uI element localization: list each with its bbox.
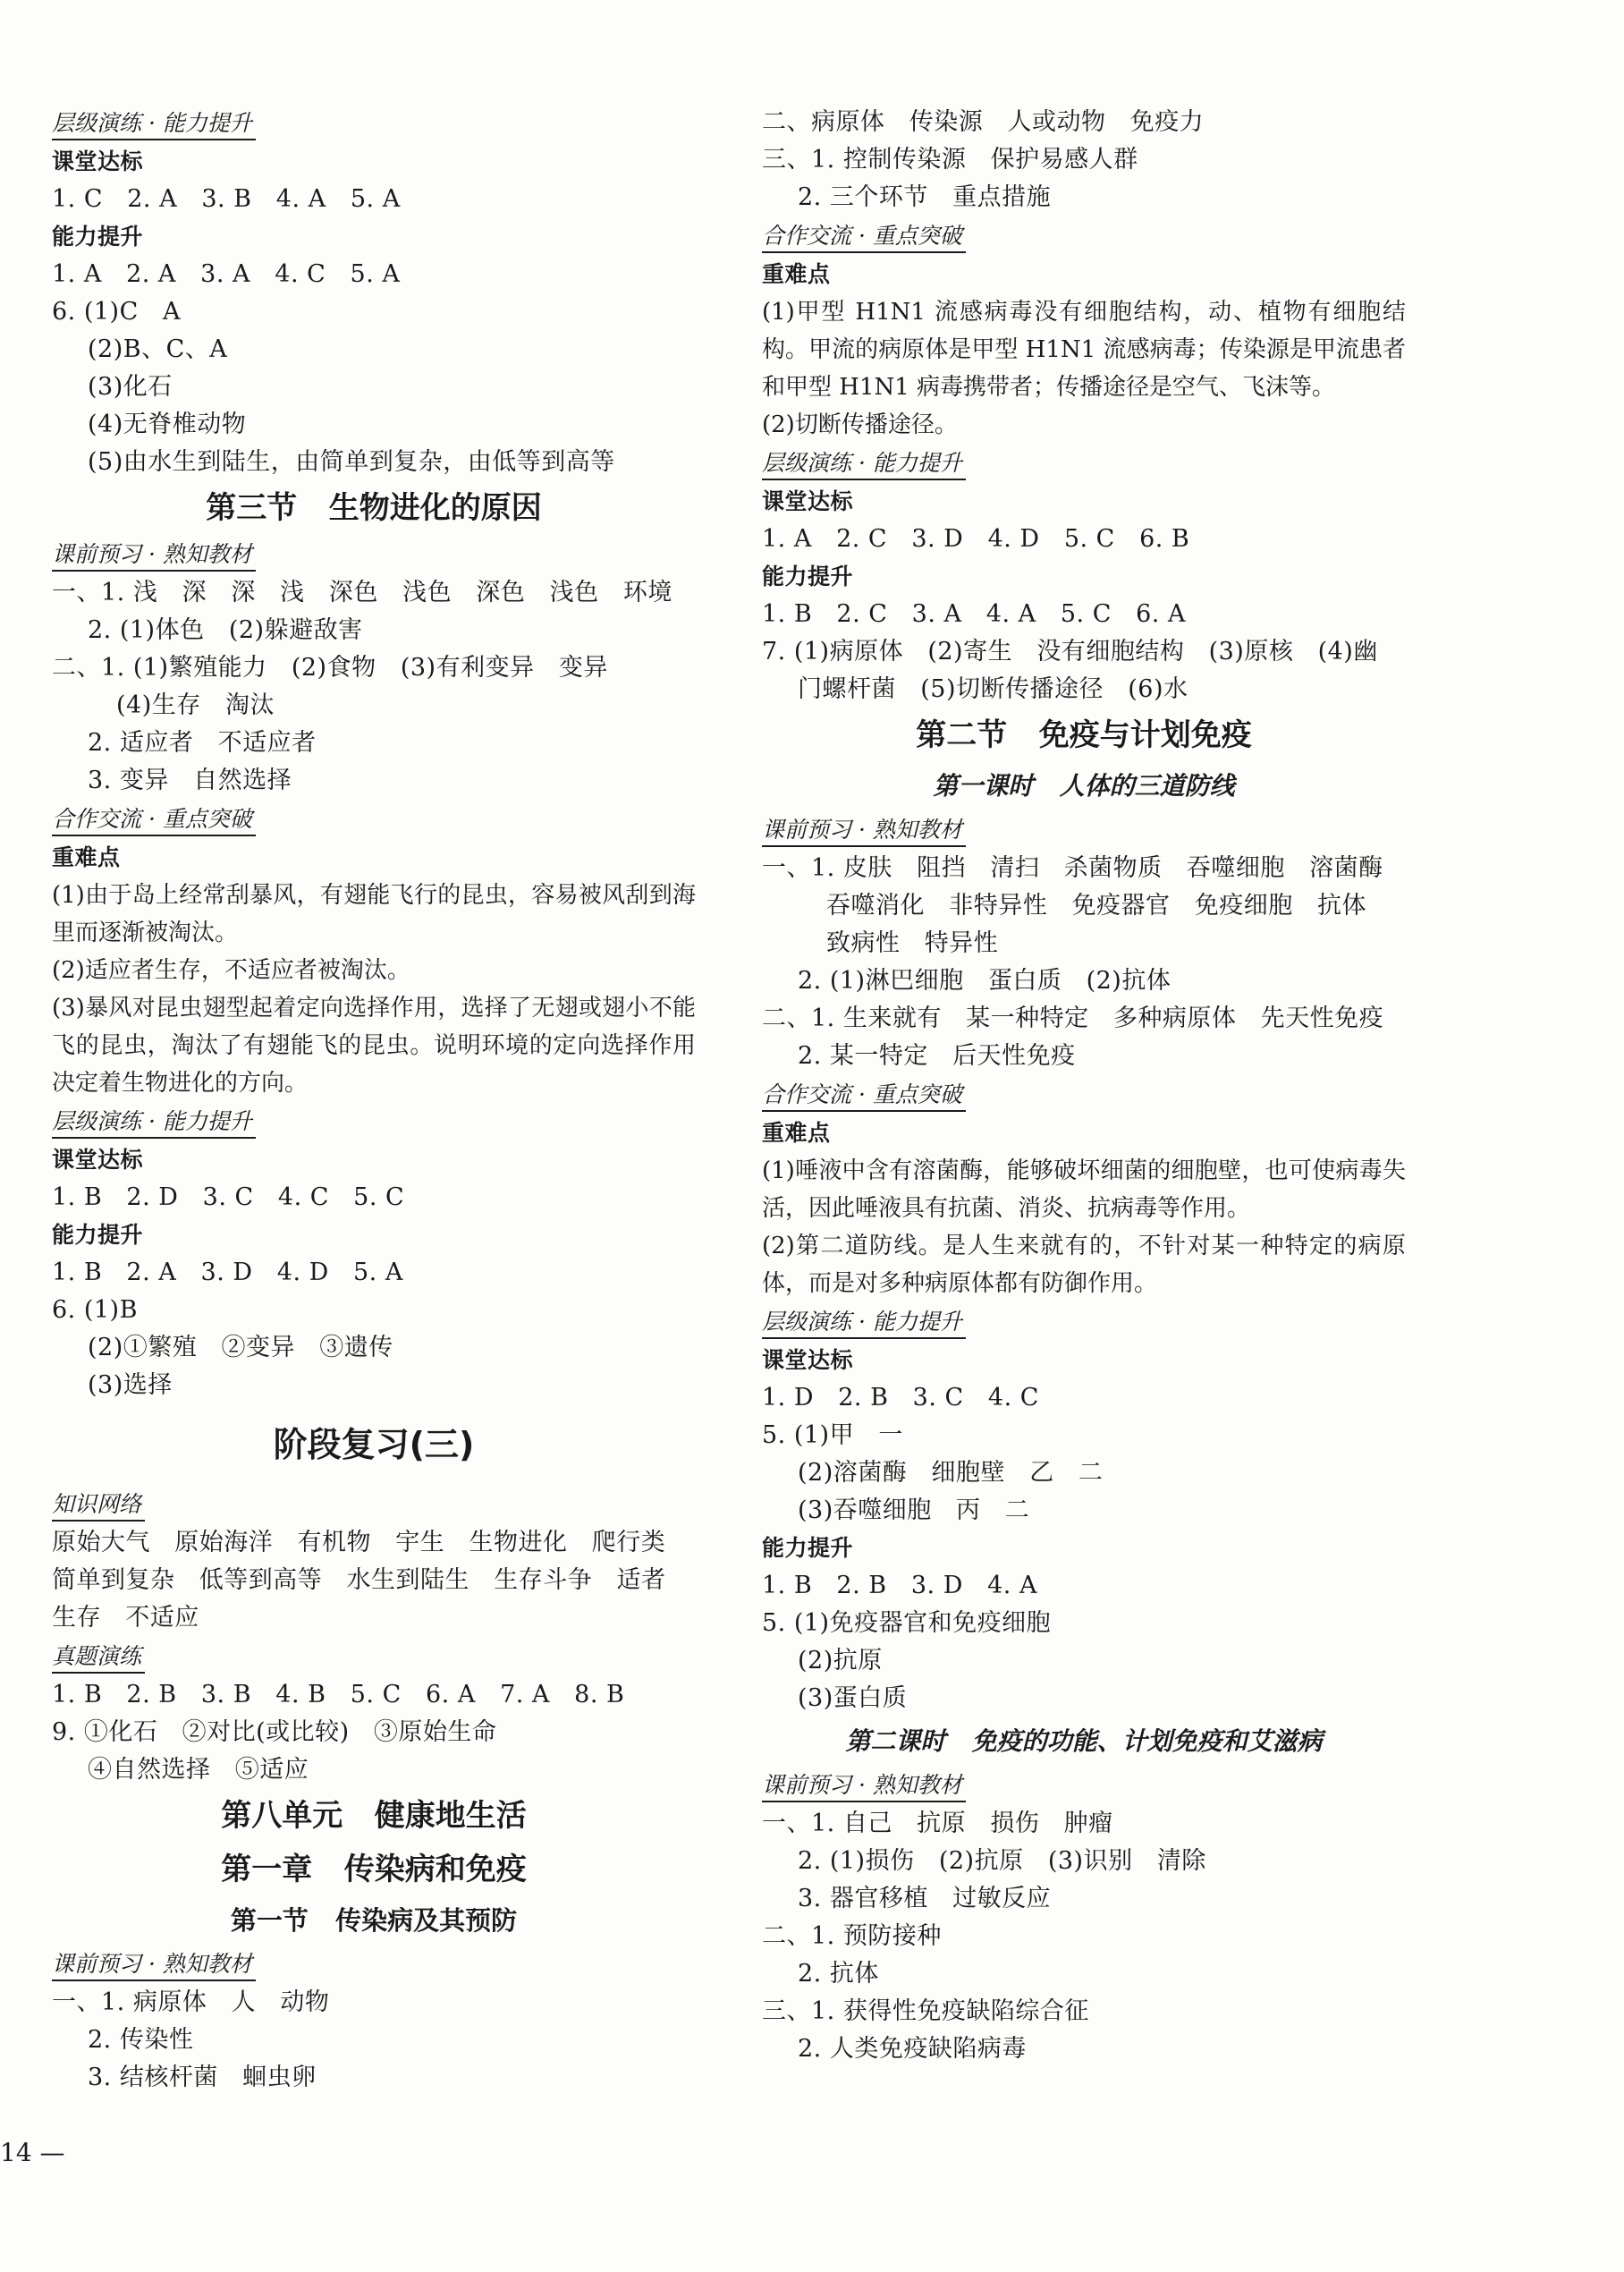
subheading: 重难点	[762, 261, 831, 287]
section-label-text: 合作交流 · 重点突破	[762, 1080, 966, 1112]
answer-line: 2. (1)淋巴细胞 蛋白质 (2)抗体	[798, 967, 1171, 995]
section-label	[52, 1485, 696, 1524]
subheading: 课堂达标	[52, 148, 144, 174]
answer-paragraph: (1)唾液中含有溶菌酶，能够破坏细菌的细胞壁，也可使病毒失活，因此唾液具有抗菌、消炎、抗病毒等作用。	[762, 1157, 1406, 1222]
answer-line: 2. 抗体	[798, 1960, 879, 1988]
section-label-text: 层级演练 · 能力提升	[762, 1307, 966, 1339]
answer-line: 三、1. 控制传染源 保护易感人群	[762, 146, 1138, 174]
answer-line: 1. B 2. B 3. D 4. A	[762, 1572, 1037, 1599]
answer-line: 致病性 特异性	[826, 929, 999, 957]
section-title: 第一章 传染病和免疫	[221, 1852, 527, 1887]
answer-line: 6. (1)B	[52, 1296, 138, 1324]
answer-line: 一、1. 皮肤 阻挡 清扫 杀菌物质 吞噬细胞 溶菌酶	[762, 854, 1383, 882]
section-title: 第三节 生物进化的原因	[206, 490, 542, 526]
review-title: 阶段复习(三)	[273, 1425, 475, 1464]
answer-paragraph: (3)暴风对昆虫翅型起着定向选择作用，选择了无翅或翅小不能飞的昆虫，淘汰了有翅能飞的昆虫。说明环境的定向选择作用决定着生物进化的方向。	[52, 995, 696, 1097]
answer-line: 简单到复杂 低等到高等 水生到陆生 生存斗争 适者	[52, 1566, 666, 1594]
answer-line: ④自然选择 ⑤适应	[88, 1756, 309, 1784]
answer-line: 1. D 2. B 3. C 4. C	[762, 1384, 1039, 1412]
answer-paragraph: (2)切断传播途径。	[762, 411, 958, 438]
answer-line: 2. 传染性	[88, 2026, 194, 2054]
answer-line: 5. (1)免疫器官和免疫细胞	[762, 1609, 1052, 1637]
answer-line: (4)无脊椎动物	[88, 411, 247, 438]
answer-line: 9. ①化石 ②对比(或比较) ③原始生命	[52, 1718, 497, 1746]
subheading: 重难点	[762, 1120, 831, 1146]
answer-line: 3. 器官移植 过敏反应	[798, 1885, 1052, 1912]
section-label-text: 层级演练 · 能力提升	[52, 1106, 256, 1139]
section-title: 第八单元 健康地生活	[221, 1798, 527, 1834]
subheading: 能力提升	[762, 564, 854, 589]
subheading: 重难点	[52, 844, 121, 870]
answer-line: 原始大气 原始海洋 有机物 宇生 生物进化 爬行类	[52, 1529, 666, 1556]
answer-line: 7. (1)病原体 (2)寄生 没有细胞结构 (3)原核 (4)幽	[762, 638, 1378, 665]
answer-paragraph: (1)由于岛上经常刮暴风，有翅能飞行的昆虫，容易被风刮到海里而逐渐被淘汰。	[52, 882, 696, 946]
subheading: 课堂达标	[52, 1147, 144, 1173]
answer-line: 门螺杆菌 (5)切断传播途径 (6)水	[798, 675, 1188, 703]
answer-line: 三、1. 获得性免疫缺陷综合征	[762, 1997, 1089, 2025]
subheading: 课堂达标	[762, 488, 854, 514]
section-label	[762, 810, 1406, 850]
answer-line: (3)选择	[88, 1371, 173, 1399]
section-label	[52, 1945, 696, 1984]
answer-line: 1. A 2. A 3. A 4. C 5. A	[52, 260, 401, 288]
section-title: 第二节 免疫与计划免疫	[916, 717, 1252, 753]
section-label	[52, 104, 696, 143]
section-label-text: 真题演练	[52, 1641, 145, 1674]
answer-line: 二、1. 预防接种	[762, 1922, 942, 1950]
answer-line: 2. 三个环节 重点措施	[798, 183, 1052, 211]
answer-line: 5. (1)甲 一	[762, 1421, 903, 1449]
answer-line: 3. 结核杆菌 蛔虫卵	[88, 2064, 317, 2091]
answer-line: 一、1. 病原体 人 动物	[52, 1988, 330, 2016]
section-title: 第一节 传染病及其预防	[230, 1905, 518, 1936]
answer-line: 一、1. 自己 抗原 损伤 肿瘤	[762, 1810, 1113, 1837]
answer-line: 吞噬消化 非特异性 免疫器官 免疫细胞 抗体	[826, 892, 1366, 920]
subheading: 能力提升	[52, 1222, 144, 1248]
lesson-title: 第二课时 免疫的功能、计划免疫和艾滋病	[845, 1726, 1323, 1756]
right-column	[762, 104, 1406, 2068]
subheading: 课堂达标	[762, 1347, 854, 1373]
section-label-text: 课前预习 · 熟知教材	[762, 1770, 966, 1802]
answer-line: 1. B 2. A 3. D 4. D 5. A	[52, 1259, 403, 1286]
answer-line: (2)B、C、A	[88, 335, 228, 363]
subheading: 能力提升	[52, 224, 144, 250]
answer-line: 1. B 2. B 3. B 4. B 5. C 6. A 7. A 8. B	[52, 1681, 625, 1708]
answer-line: (2)抗原	[798, 1647, 883, 1674]
answer-line: 3. 变异 自然选择	[88, 767, 292, 794]
answer-line: 2. 某一特定 后天性免疫	[798, 1042, 1076, 1070]
section-label	[52, 1102, 696, 1141]
section-label	[762, 444, 1406, 483]
answer-line: 2. 适应者 不适应者	[88, 729, 317, 757]
section-label	[762, 1075, 1406, 1115]
section-label	[52, 800, 696, 839]
answer-line: (2)溶菌酶 细胞壁 乙 二	[798, 1459, 1104, 1487]
answer-line: 2. (1)损伤 (2)抗原 (3)识别 清除	[798, 1847, 1206, 1875]
answer-line: 生存 不适应	[52, 1604, 199, 1632]
answer-line: 1. B 2. C 3. A 4. A 5. C 6. A	[762, 600, 1186, 628]
answer-line: (3)化石	[88, 373, 173, 401]
section-label-text: 层级演练 · 能力提升	[762, 448, 966, 480]
section-label-text: 课前预习 · 熟知教材	[762, 815, 966, 847]
answer-paragraph: (2)适应者生存，不适应者被淘汰。	[52, 957, 410, 984]
section-label-text: 知识网络	[52, 1489, 145, 1522]
answer-line: 2. (1)体色 (2)躲避敌害	[88, 616, 363, 644]
left-column	[52, 104, 696, 2097]
answer-line: 二、1. 生来就有 某一种特定 多种病原体 先天性免疫	[762, 1005, 1384, 1032]
answer-line: 1. B 2. D 3. C 4. C 5. C	[52, 1183, 405, 1211]
answer-line: (2)①繁殖 ②变异 ③遗传	[88, 1334, 393, 1361]
section-label	[762, 1766, 1406, 1805]
answer-line: 2. 人类免疫缺陷病毒	[798, 2035, 1027, 2063]
answer-line: (4)生存 淘汰	[116, 691, 275, 719]
section-label	[52, 1637, 696, 1676]
subheading: 能力提升	[762, 1535, 854, 1561]
section-label	[52, 535, 696, 574]
lesson-title: 第一课时 人体的三道防线	[933, 771, 1235, 801]
section-label-text: 课前预习 · 熟知教材	[52, 1949, 256, 1981]
answer-line: (3)蛋白质	[798, 1684, 908, 1712]
answer-line: (3)吞噬细胞 丙 二	[798, 1496, 1030, 1524]
answer-line: 二、1. (1)繁殖能力 (2)食物 (3)有利变异 变异	[52, 654, 608, 682]
section-label-text: 课前预习 · 熟知教材	[52, 539, 256, 572]
answer-line: 6. (1)C A	[52, 298, 181, 326]
answer-paragraph: (1)甲型 H1N1 流感病毒没有细胞结构，动、植物有细胞结构。甲流的病原体是甲型 H1N1 流感病毒；传染源是甲流患者和甲型 H1N1 病毒携带者；传播途径是空气、飞沫等。	[762, 299, 1406, 401]
answer-line: 二、病原体 传染源 人或动物 免疫力	[762, 108, 1205, 136]
section-label	[762, 1302, 1406, 1342]
answer-line: 1. C 2. A 3. B 4. A 5. A	[52, 185, 401, 213]
section-label	[762, 216, 1406, 256]
answer-line: (5)由水生到陆生，由简单到复杂，由低等到高等	[88, 448, 615, 476]
section-label-text: 合作交流 · 重点突破	[52, 804, 256, 836]
page-number: 14 —	[0, 2138, 65, 2167]
answer-paragraph: (2)第二道防线。是人生来就有的，不针对某一种特定的病原体，而是对多种病原体都有防御作用。	[762, 1233, 1406, 1297]
section-label-text: 合作交流 · 重点突破	[762, 221, 966, 253]
answer-line: 1. A 2. C 3. D 4. D 5. C 6. B	[762, 525, 1190, 553]
answer-line: 一、1. 浅 深 深 浅 深色 浅色 深色 浅色 环境	[52, 579, 672, 606]
section-label-text: 层级演练 · 能力提升	[52, 108, 256, 140]
